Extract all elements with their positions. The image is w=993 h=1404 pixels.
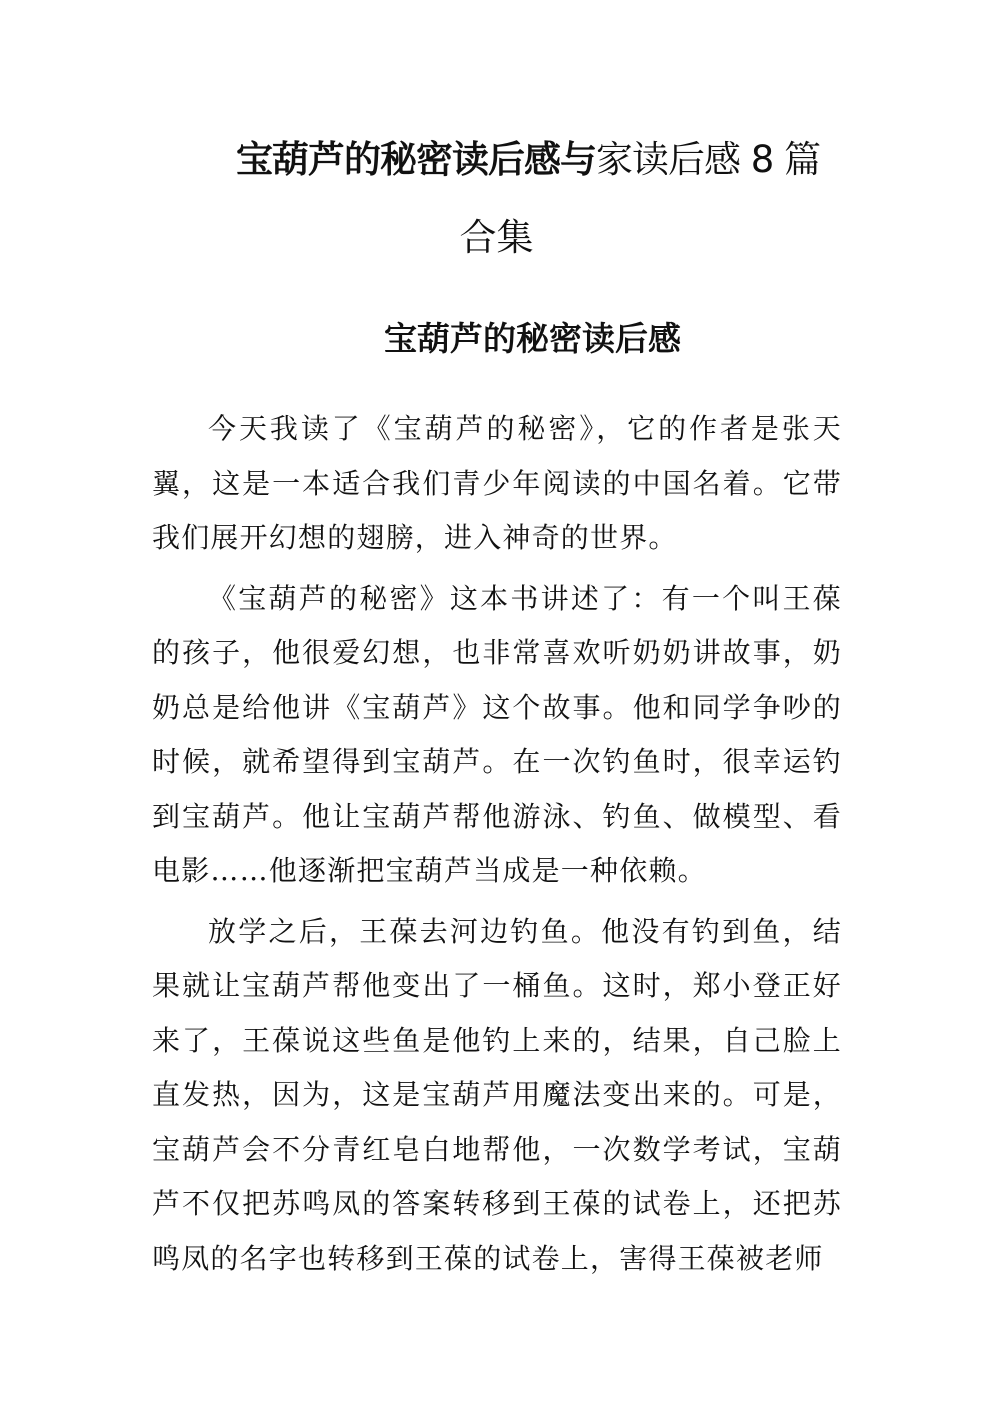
- paragraph: 今天我读了《宝葫芦的秘密》，它的作者是张天翼，这是一本适合我们青少年阅读的中国名着。它带我们展开幻想的翅膀，进入神奇的世界。: [152, 412, 842, 554]
- document-title-continuation: [0, 212, 993, 264]
- document-title-regular-part: 家读后感 8 篇: [596, 138, 821, 181]
- section-title: 宝葫芦的秘密读后感: [384, 319, 681, 358]
- document-body: [152, 402, 842, 1292]
- document-title: [236, 134, 856, 186]
- paragraph: 放学之后，王葆去河边钓鱼。他没有钓到鱼，结果就让宝葫芦帮他变出了一桶鱼。这时，郑小登正好来了，王葆说这些鱼是他钓上来的，结果，自己脸上直发热，因为，这是宝葫芦用魔法变出来的。可是，宝葫芦会不分青红皂白地帮他，一次数学考试，宝葫芦不仅把苏鸣凤的答案转移到王葆的试卷上，还把苏鸣凤的名字也转移到王葆的试卷上，害得王葆被老师: [152, 914, 842, 1275]
- document-title-bold-part: 宝葫芦的秘密读后感与: [236, 138, 596, 181]
- document-title-line2: 合集: [459, 216, 534, 259]
- paragraph: 《宝葫芦的秘密》这本书讲述了：有一个叫王葆的孩子，他很爱幻想，也非常喜欢听奶奶讲故事，奶奶总是给他讲《宝葫芦》这个故事。他和同学争吵的时候，就希望得到宝葫芦。在一次钓鱼时，很幸运钓到宝葫芦。他让宝葫芦帮他游泳、钓鱼、做模型、看电影……他逐渐把宝葫芦当成是一种依赖。: [152, 581, 842, 887]
